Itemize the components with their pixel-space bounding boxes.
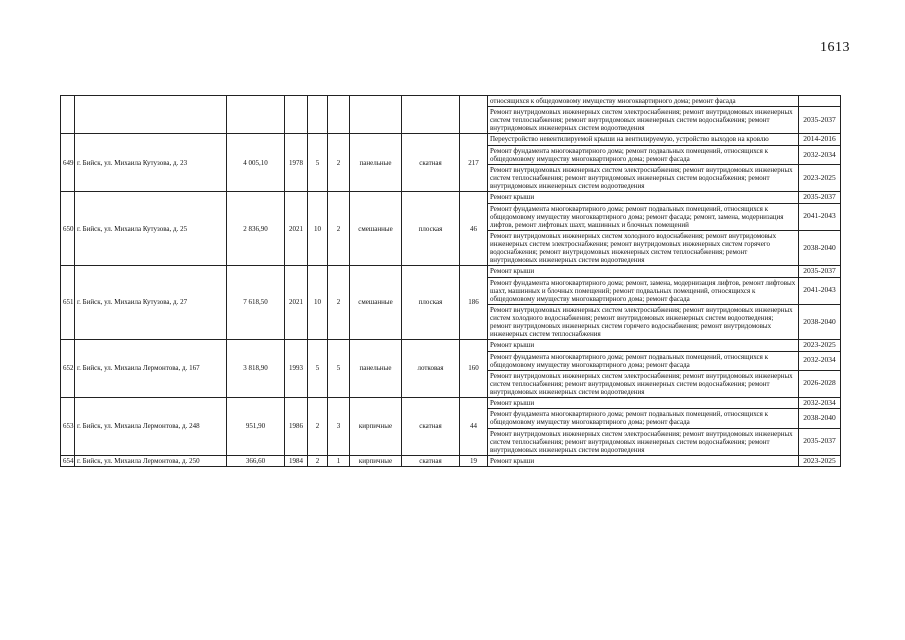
floor-count <box>308 96 328 134</box>
repair-period: 2023-2025 <box>799 339 841 351</box>
repair-work: Ремонт внутридомовых инженерных систем электроснабжения; ремонт внутридомовых инженерных систем теплоснабжения; ремонт внутридомовых инженерных систем водоснабжения; ремонт внутридомовых инженерных систем водоотведения <box>488 370 799 397</box>
repair-period: 2035-2037 <box>799 428 841 455</box>
build-year <box>285 96 308 134</box>
total-area <box>227 96 285 134</box>
table-row <box>61 192 841 204</box>
repair-work: Ремонт фундамента многоквартирного дома; ремонт подвальных помещений, относящихся к общедомовому имуществу многоквартирного дома; ремонт фасада <box>488 145 799 164</box>
repair-period: 2026-2028 <box>799 370 841 397</box>
house-address: г. Бийск, ул. Михаила Лермонтова, д. 250 <box>75 455 227 467</box>
repair-work: Ремонт внутридомовых инженерных систем холодного водоснабжения; ремонт внутридомовых инженерных систем электроснабжения; ремонт внутридомовых инженерных систем горячего водоснабжения; ремонт внутридомовых инженерных систем теплоснабжения; ремонт внутридомовых инженерных систем водоотведения <box>488 230 799 265</box>
floor-count: 2 <box>308 397 328 455</box>
repair-period: 2041-2043 <box>799 203 841 230</box>
row-number: 649 <box>61 134 75 192</box>
total-area: 7 618,50 <box>227 266 285 340</box>
entrance-count: 2 <box>328 266 350 340</box>
repair-work: относящихся к общедомовому имуществу многоквартирного дома; ремонт фасада <box>488 96 799 107</box>
table-row <box>61 134 841 146</box>
roof-type: скатная <box>402 397 460 455</box>
repair-period: 2038-2040 <box>799 230 841 265</box>
flat-count: 19 <box>460 455 488 467</box>
build-year: 1993 <box>285 339 308 397</box>
repair-period: 2038-2040 <box>799 409 841 428</box>
repair-period: 2014-2016 <box>799 134 841 146</box>
table-row <box>61 266 841 278</box>
roof-type <box>402 96 460 134</box>
house-address: г. Бийск, ул. Михаила Кутузова, д. 25 <box>75 192 227 266</box>
floor-count: 10 <box>308 266 328 340</box>
build-year: 1984 <box>285 455 308 467</box>
capital-repair-table <box>60 95 841 467</box>
wall-material: кирпичные <box>350 397 402 455</box>
row-number: 651 <box>61 266 75 340</box>
build-year: 2021 <box>285 266 308 340</box>
row-number: 650 <box>61 192 75 266</box>
total-area: 4 005,10 <box>227 134 285 192</box>
repair-work: Ремонт крыши <box>488 397 799 409</box>
repair-work: Ремонт внутридомовых инженерных систем электроснабжения; ремонт внутридомовых инженерных систем холодного водоснабжения; ремонт внутридомовых инженерных систем водоотведения; ремонт внутридомовых инженерных систем горячего водоснабжения; ремонт внутридомовых инженерных систем теплоснабжения <box>488 304 799 339</box>
floor-count: 5 <box>308 339 328 397</box>
build-year: 1978 <box>285 134 308 192</box>
entrance-count: 5 <box>328 339 350 397</box>
wall-material: панельные <box>350 134 402 192</box>
floor-count: 10 <box>308 192 328 266</box>
house-address <box>75 96 227 134</box>
entrance-count: 1 <box>328 455 350 467</box>
flat-count: 217 <box>460 134 488 192</box>
row-number: 652 <box>61 339 75 397</box>
repair-period: 2041-2043 <box>799 277 841 304</box>
table-row <box>61 397 841 409</box>
floor-count: 2 <box>308 455 328 467</box>
roof-type: скатная <box>402 134 460 192</box>
flat-count: 44 <box>460 397 488 455</box>
row-number <box>61 96 75 134</box>
repair-work: Ремонт фундамента многоквартирного дома; ремонт подвальных помещений, относящихся к общедомовому имуществу многоквартирного дома; ремонт фасада <box>488 409 799 428</box>
house-address: г. Бийск, ул. Михаила Кутузова, д. 23 <box>75 134 227 192</box>
flat-count: 46 <box>460 192 488 266</box>
repair-work: Ремонт внутридомовых инженерных систем электроснабжения; ремонт внутридомовых инженерных систем теплоснабжения; ремонт внутридомовых инженерных систем водоснабжения; ремонт внутридомовых инженерных систем водоотведения <box>488 164 799 191</box>
wall-material: кирпичные <box>350 455 402 467</box>
roof-type: лотковая <box>402 339 460 397</box>
wall-material: смешанные <box>350 266 402 340</box>
roof-type: плоская <box>402 192 460 266</box>
repair-work: Ремонт крыши <box>488 192 799 204</box>
entrance-count: 2 <box>328 192 350 266</box>
repair-work: Ремонт фундамента многоквартирного дома; ремонт, замена, модернизация лифтов, ремонт лифтовых шахт, машинных и блочных помещений; ремонт подвальных помещений, относящихся к общедомовому имуществу многоквартирного дома; ремонт фасада <box>488 277 799 304</box>
wall-material: панельные <box>350 339 402 397</box>
table-row <box>61 96 841 107</box>
repair-work: Ремонт внутридомовых инженерных систем электроснабжения; ремонт внутридомовых инженерных систем теплоснабжения; ремонт внутридомовых инженерных систем водоснабжения; ремонт внутридомовых инженерных систем водоотведения <box>488 428 799 455</box>
repair-work: Ремонт крыши <box>488 339 799 351</box>
table-row <box>61 339 841 351</box>
table-row <box>61 455 841 467</box>
build-year: 1986 <box>285 397 308 455</box>
floor-count: 5 <box>308 134 328 192</box>
repair-period <box>799 96 841 107</box>
flat-count: 160 <box>460 339 488 397</box>
repair-work: Ремонт внутридомовых инженерных систем электроснабжения; ремонт внутридомовых инженерных систем теплоснабжения; ремонт внутридомовых инженерных систем водоснабжения; ремонт внутридомовых инженерных систем водоотведения <box>488 107 799 134</box>
entrance-count: 3 <box>328 397 350 455</box>
repair-period: 2032-2034 <box>799 397 841 409</box>
repair-work: Ремонт крыши <box>488 455 799 467</box>
repair-work: Ремонт фундамента многоквартирного дома; ремонт подвальных помещений, относящихся к общедомовому имуществу многоквартирного дома; ремонт фасада <box>488 351 799 370</box>
house-address: г. Бийск, ул. Михаила Кутузова, д. 27 <box>75 266 227 340</box>
entrance-count: 2 <box>328 134 350 192</box>
house-address: г. Бийск, ул. Михаила Лермонтова, д. 248 <box>75 397 227 455</box>
wall-material <box>350 96 402 134</box>
roof-type: плоская <box>402 266 460 340</box>
total-area: 2 836,90 <box>227 192 285 266</box>
total-area: 366,60 <box>227 455 285 467</box>
flat-count: 186 <box>460 266 488 340</box>
repair-period: 2032-2034 <box>799 351 841 370</box>
house-address: г. Бийск, ул. Михаила Лермонтова, д. 167 <box>75 339 227 397</box>
repair-period: 2035-2037 <box>799 107 841 134</box>
build-year: 2021 <box>285 192 308 266</box>
wall-material: смешанные <box>350 192 402 266</box>
repair-work: Ремонт фундамента многоквартирного дома; ремонт подвальных помещений, относящихся к общедомовому имуществу многоквартирного дома; ремонт фасада; ремонт, замена, модернизация лифтов, ремонт лифтовых шахт, машинных и блочных помещений <box>488 203 799 230</box>
flat-count <box>460 96 488 134</box>
repair-period: 2038-2040 <box>799 304 841 339</box>
repair-work: Ремонт крыши <box>488 266 799 278</box>
repair-period: 2035-2037 <box>799 266 841 278</box>
total-area: 3 818,90 <box>227 339 285 397</box>
roof-type: скатная <box>402 455 460 467</box>
repair-period: 2035-2037 <box>799 192 841 204</box>
repair-period: 2023-2025 <box>799 455 841 467</box>
repair-period: 2023-2025 <box>799 164 841 191</box>
repair-work: Переустройство невентилируемой крыши на вентилируемую, устройство выходов на кровлю <box>488 134 799 146</box>
repair-period: 2032-2034 <box>799 145 841 164</box>
total-area: 951,90 <box>227 397 285 455</box>
row-number: 653 <box>61 397 75 455</box>
row-number: 654 <box>61 455 75 467</box>
page-number: 1613 <box>820 40 850 55</box>
entrance-count <box>328 96 350 134</box>
